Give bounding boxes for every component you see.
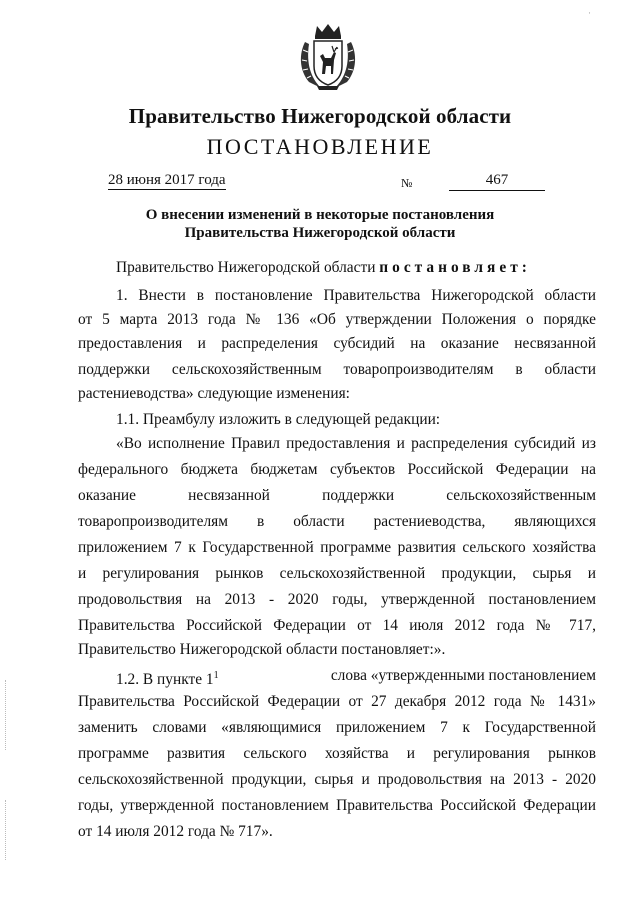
text-line: растениеводства» следующие изменения: bbox=[78, 385, 350, 402]
intro-line bbox=[116, 258, 586, 278]
quote-line: приложением 7 к Государственной программе развития сельского хозяйства bbox=[78, 539, 596, 556]
quote-line: продовольствия на 2013 - 2020 годы, утвержденной постановлением bbox=[78, 591, 596, 608]
superscript: 1 bbox=[213, 670, 219, 681]
document-number: 467 bbox=[449, 172, 545, 191]
text-line: Правительства Российской Федерации от 27 декабря 2012 года № 1431» bbox=[78, 693, 596, 710]
quote-line: оказание несвязанной поддержки сельскохозяйственным bbox=[78, 487, 596, 504]
intro-text: Правительство Нижегородской области bbox=[116, 259, 380, 276]
text-line: годы, утвержденной постановлением Правительства Российской Федерации bbox=[78, 797, 596, 814]
quote-line: товаропроизводителям в области растениеводства, являющихся bbox=[78, 513, 596, 530]
intro-verb: постановляет: bbox=[379, 259, 531, 276]
text-line bbox=[116, 666, 596, 689]
text-line: заменить словами «являющимися приложением 7 к Государственной bbox=[78, 719, 596, 736]
date-field bbox=[108, 172, 226, 189]
text-line: программе развития сельского хозяйства и регулирования рынков bbox=[78, 745, 596, 762]
org-title: Правительство Нижегородской области bbox=[128, 104, 512, 128]
number-label: № bbox=[401, 176, 413, 190]
text-line: сельскохозяйственной продукции, сырья и продовольствия на 2013 - 2020 bbox=[78, 771, 596, 788]
scan-edge-mark bbox=[5, 680, 6, 750]
p12-lead: 1.2. В пункте $1^1$ bbox=[116, 670, 219, 689]
subject-line-2: Правительства Нижегородской области bbox=[184, 225, 456, 241]
quote-line: федерального бюджета бюджетам субъектов Российской Федерации на bbox=[78, 461, 596, 478]
scan-edge-mark bbox=[5, 800, 6, 860]
text-line: 1.1. Преамбулу изложить в следующей редакции: bbox=[116, 411, 441, 428]
text-line: 1. Внести в постановление Правительства Нижегородской области bbox=[116, 287, 596, 304]
text-line: от 14 июля 2012 года № 717». bbox=[78, 823, 273, 840]
scan-mark: · bbox=[588, 8, 591, 18]
text-line: предоставления и распределения субсидий на оказание несвязанной bbox=[78, 335, 596, 352]
p12-rest: слова «утвержденными постановлением bbox=[330, 667, 596, 684]
text-line: от 5 марта 2013 года № 136 «Об утверждении Положения о порядке bbox=[78, 311, 596, 328]
quote-line: «Во исполнение Правил предоставления и распределения субсидий из bbox=[116, 435, 596, 452]
quote-line: Правительства Российской Федерации от 14 июля 2012 года № 717, bbox=[78, 617, 596, 634]
coat-of-arms-emblem bbox=[297, 22, 359, 92]
document-type: ПОСТАНОВЛЕНИЕ bbox=[206, 134, 434, 159]
document-date: 28 июня 2017 года bbox=[108, 172, 226, 188]
subject-line-1: О внесении изменений в некоторые постановления bbox=[145, 207, 495, 223]
quote-line: и регулирования рынков сельскохозяйственной продукции, сырья и bbox=[78, 565, 596, 582]
document-subject bbox=[0, 206, 640, 242]
text-line: поддержки сельскохозяйственным товаропроизводителям в области bbox=[78, 361, 596, 378]
quote-line: Правительство Нижегородской области постановляет:». bbox=[78, 641, 446, 658]
